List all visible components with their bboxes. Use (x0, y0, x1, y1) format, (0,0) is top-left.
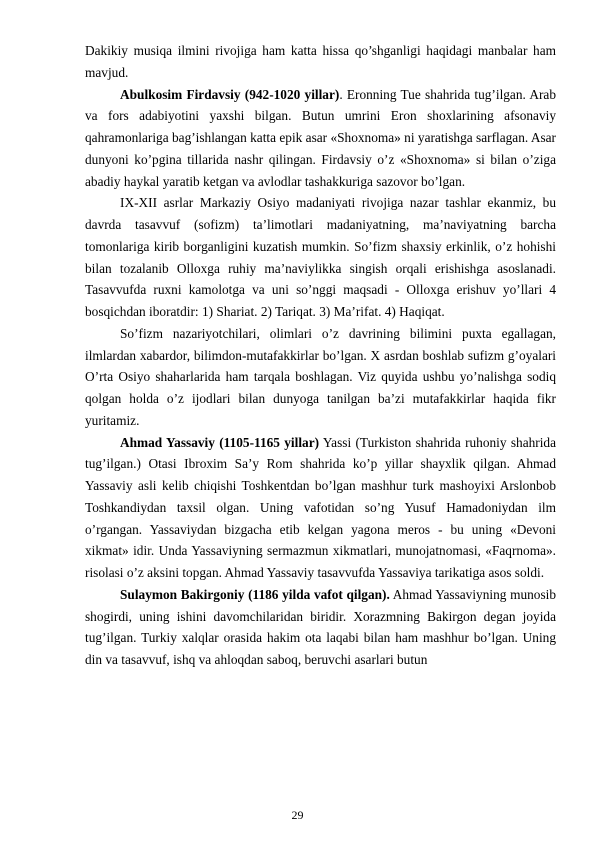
paragraph-5 (85, 432, 556, 584)
paragraph-2 (85, 84, 556, 193)
paragraph-1-text: Dakikiy musiqa ilmini rivojiga ham katta hissa qo’shganligi haqidagi manbalar ham mavjud. (85, 43, 556, 80)
paragraph-4-text: So’fizm nazariyotchilari, olimlari o’z davrining bilimini puxta egallagan, ilmlardan xabardor, bilimdon-mutafakkirlar bo’lgan. X asrdan boshlab sufizm g’oyalari O’rta Osiyo shaharlarida ham tarqala boshlagan. Viz quyida ushbu yo’nalishga sodiq qolgan holda o’z ijodlari bilan dunyoga tanilgan ba’zi mutafakkirlar haqida fikr yuritamiz. (85, 325, 556, 428)
paragraph-6 (85, 584, 556, 671)
paragraph-6-text: Ahmad Yassaviyning munosib shogirdi, uning ishini davomchilaridan biridir. Xorazmning Bakirgon degan joyida tug’ilgan. Turkiy xalqlar orasida hakim ota laqabi bilan ham mashhur bo’lgan. Uning din va tasavvuf, ishq va ahloqdan saboq, beruvchi asarlari butun (85, 586, 557, 667)
paragraph-4 (85, 323, 556, 432)
paragraph-2-text: . Eronning Tue shahrida tug’ilgan. Arab va fors adabiyotini yaxshi bilgan. Butun umrini Eron shoxlarining afsonaviy qahramonlariga bag’ishlangan katta epik asar «Shoxnoma» ni yaratishga sarflagan. Asar dunyoni ko’pgina tillarida nashr qilingan. Firdavsiy o’z «Shoxnoma» si bilan o’ziga abadiy haykal yaratib ketgan va avlodlar tashakkuriga sazovor bo’lgan. (85, 86, 556, 189)
paragraph-1 (85, 40, 556, 84)
paragraph-3-text: IX-XII asrlar Markaziy Osiyo madaniyati rivojiga nazar tashlar ekanmiz, bu davrda tasavvuf (sofizm) ta’limotlari madaniyatning, ma’naviyatning barcha tomonlariga kirib borganligini kuzatish mumkin. So’fizm shaxsiy erkinlik, o’z hohishi bilan tozalanib Olloxga ruhiy ma’naviylikka singish orqali erishishga asoslanadi. Tasavvufda ruxni kamolotga va uni so’nggi maqsadi - Olloxga erishuv yo’llari 4 bosqichdan iboratdir: 1) Shariat. 2) Tariqat. 3) Ma’rifat. 4) Haqiqat. (85, 195, 556, 319)
paragraph-3 (85, 192, 556, 323)
paragraph-2-lead: Abulkosim Firdavsiy (942-1020 yillar) (120, 86, 340, 102)
document-body (85, 40, 556, 671)
paragraph-6-lead: Sulaymon Bakirgoniy (1186 yilda vafot qilgan). (120, 586, 390, 602)
page-number: 29 (291, 808, 304, 822)
paragraph-5-text: Yassi (Turkiston shahrida ruhoniy shahrida tug’ilgan.) Otasi Ibroxim Sa’y Rom shahrida ko’p yillar shayxlik qilgan. Ahmad Yassaviy asli kelib chiqishi Toshkentdan bo’lgan mashhur turk mashoyixi Arslonbob Toshkandiydan taxsil olgan. Uning vafotidan so’ng Yusuf Hamadoniydan ilm o’rgangan. Yassaviydan bizgacha etib kelgan yagona meros - bu uning «Devoni xikmat» idir. Unda Yassaviyning sermazmun xikmatlari, munojatnomasi, «Faqrnoma». risolasi o’z aksini topgan. Ahmad Yassaviy tasavvufda Yassaviya tarikatiga asos soldi. (85, 434, 556, 580)
paragraph-5-lead: Ahmad Yassaviy (1105-1165 yillar) (120, 434, 320, 450)
